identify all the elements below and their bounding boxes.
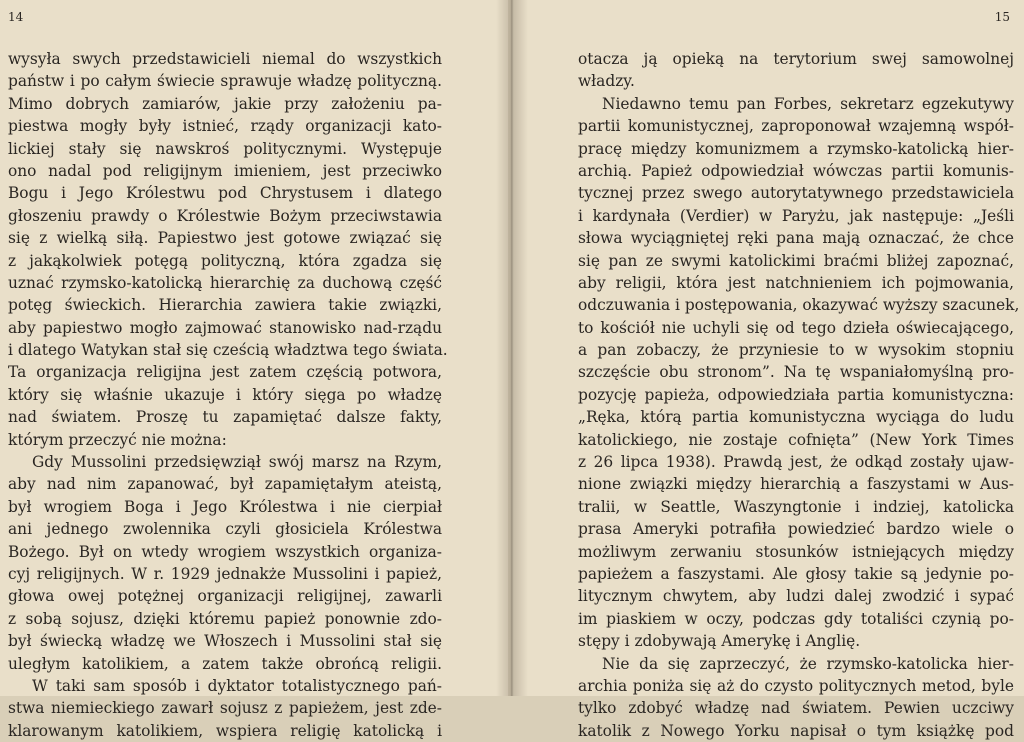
text-line: nad światem. Proszę tu zapamiętać dalsze fakty,: [8, 408, 442, 427]
text-line: tralii, w Seattle, Waszyngtonie i indziej, katolicka: [578, 497, 1014, 516]
text-line: uległym katolikiem, a zatem także obrońcą religii.: [8, 654, 442, 673]
text-line: którym przeczyć nie można:: [8, 430, 227, 449]
text-line: który się właśnie ukazuje i który sięga po władzę: [8, 385, 442, 404]
text-line: im piaskiem w oczy, podczas gdy totaliści czynią po-: [578, 609, 1014, 628]
text-line: z 26 lipca 1938). Prawdą jest, że odkąd zostały ujaw-: [578, 453, 1014, 472]
text-line: Ta organizacja religijna jest zatem częścią potwora,: [8, 363, 442, 382]
text-line: ani jednego zwolennika czyli głosiciela Królestwa: [8, 520, 442, 539]
left-page-text: [8, 48, 448, 742]
text-line: głowa owej potężnej organizacji religijnej, zawarli: [8, 587, 442, 606]
text-line: klarowanym katolikiem, wspiera religię katolicką i: [8, 721, 442, 740]
text-line: prasa Ameryki potrafiła powiedzieć bardzo wiele o: [578, 520, 1014, 539]
text-line: papieżem a faszystami. Ale głosy takie są jedynie po-: [578, 564, 1014, 583]
text-line: i dlatego Watykan stał się cześcią władztwa tego świata.: [8, 341, 448, 360]
text-line: uznać rzymsko-katolicką hierarchię za duchową część: [8, 273, 442, 292]
text-line: możliwym zerwaniu stosunków istniejących między: [578, 542, 1014, 561]
text-line: pozycję papieża, odpowiedziała partia komunistyczna:: [578, 385, 1014, 404]
text-line: litycznym chwytem, aby ludzi dalej zwodzić i sypać: [578, 587, 1014, 606]
text-line: odczuwania i postępowania, okazywać wyższy szacunek,: [578, 296, 1020, 315]
text-line: to kościół nie uchyli się od tego dzieła oświecającego,: [578, 318, 1014, 337]
text-line: katolik z Nowego Yorku napisał o tym książkę pod: [578, 721, 1014, 740]
text-line: aby nad nim zapanować, był zapamiętałym ateistą,: [8, 475, 442, 494]
text-line: aby religii, która jest natchnieniem ich pojmowania,: [578, 273, 1014, 292]
text-line: Bogu i Jego Królestwu pod Chrystusem i dlatego: [8, 184, 442, 203]
page-number-right: 15: [994, 10, 1010, 24]
text-line: i kardynała (Verdier) w Paryżu, jak następuje: „Jeśli: [578, 206, 1014, 225]
text-line: archia poniża się aż do czysto politycznych metod, byle: [578, 676, 1014, 695]
text-line: był świecką władzę we Włoszech i Mussolini stał się: [8, 632, 442, 651]
text-line: władzy.: [578, 72, 635, 91]
text-line: z sobą sojusz, dzięki któremu papież ponownie zdo-: [8, 609, 442, 628]
text-line: tycznej przez swego autorytatywnego przedstawiciela: [578, 184, 1014, 203]
text-line: Gdy Mussolini przedsięwziął swój marsz na Rzym,: [32, 453, 442, 472]
text-line: aby papiestwo mogło zajmować stanowisko nad-rządu: [8, 318, 442, 337]
text-line: nione związki między hierarchią a faszystami w Aus-: [578, 475, 1014, 494]
text-line: tylko zdobyć władzę nad światem. Pewien uczciwy: [578, 699, 1014, 718]
right-page: [512, 0, 1024, 740]
text-line: stępy i zdobywają Amerykę i Anglię.: [578, 632, 861, 651]
text-line: państw i po całym świecie sprawuje władzę polityczną.: [8, 72, 442, 91]
text-line: z jakąkolwiek potęgą polityczną, która zgadza się: [8, 251, 442, 270]
book-gutter: [496, 0, 528, 696]
text-line: archią. Papież odpowiedział wówczas partii komunis-: [578, 161, 1014, 180]
text-line: katolickiego, nie zostaje cofnięta” (New York Times: [578, 430, 1014, 449]
text-line: potęg świeckich. Hierarchia zawiera takie związki,: [8, 296, 442, 315]
text-line: stwa niemieckiego zawarł sojusz z papieżem, jest zde-: [8, 699, 442, 718]
text-line: był wrogiem Boga i Jego Królestwa i nie cierpiał: [8, 497, 442, 516]
text-line: Bożego. Był on wtedy wrogiem wszystkich organiza-: [8, 542, 442, 561]
text-line: Nie da się zaprzeczyć, że rzymsko-katolicka hier-: [602, 654, 1014, 673]
text-line: Niedawno temu pan Forbes, sekretarz egzekutywy: [602, 94, 1014, 113]
right-page-text: [578, 48, 1020, 742]
text-line: wysyła swych przedstawicieli niemal do wszystkich: [8, 50, 442, 68]
text-line: głoszeniu prawdy o Królestwie Bożym przeciwstawia: [8, 206, 442, 225]
text-line: się pan ze swymi katolickimi braćmi bliżej zapoznać,: [578, 251, 1014, 270]
text-line: cyj religijnych. W r. 1929 jednakże Mussolini i papież,: [8, 564, 442, 583]
text-line: pracę między komunizmem a rzymsko-katolicką hier-: [578, 139, 1014, 158]
text-line: słowa wyciągniętej ręki pana mają oznaczać, że chce: [578, 229, 1014, 248]
text-line: „Ręka, którą partia komunistyczna wyciąga do ludu: [578, 408, 1014, 427]
text-line: W taki sam sposób i dyktator totalistycznego pań-: [32, 676, 442, 695]
text-line: piestwa mogły były istnieć, rządy organizacji kato-: [8, 117, 442, 136]
text-line: a pan zobaczy, że przyniesie to w wysokim stopniu: [578, 341, 1014, 360]
text-line: się z wielką siłą. Papiestwo jest gotowe związać się: [8, 229, 442, 248]
text-line: partii komunistycznej, zaproponował wzajemną współ-: [578, 117, 1014, 136]
page-number-left: 14: [8, 10, 24, 24]
text-line: lickiej stały się nawskroś politycznymi. Występuje: [8, 139, 442, 158]
left-page: [0, 0, 508, 740]
text-line: otacza ją opieką na terytorium swej samowolnej: [578, 50, 1014, 68]
text-line: Mimo dobrych zamiarów, jakie przy założeniu pa-: [8, 94, 442, 113]
text-line: szczęście obu stronom”. Na tę wspaniałomyślną pro-: [578, 363, 1014, 382]
text-line: ono nadal pod religijnym imieniem, jest przeciwko: [8, 161, 442, 180]
